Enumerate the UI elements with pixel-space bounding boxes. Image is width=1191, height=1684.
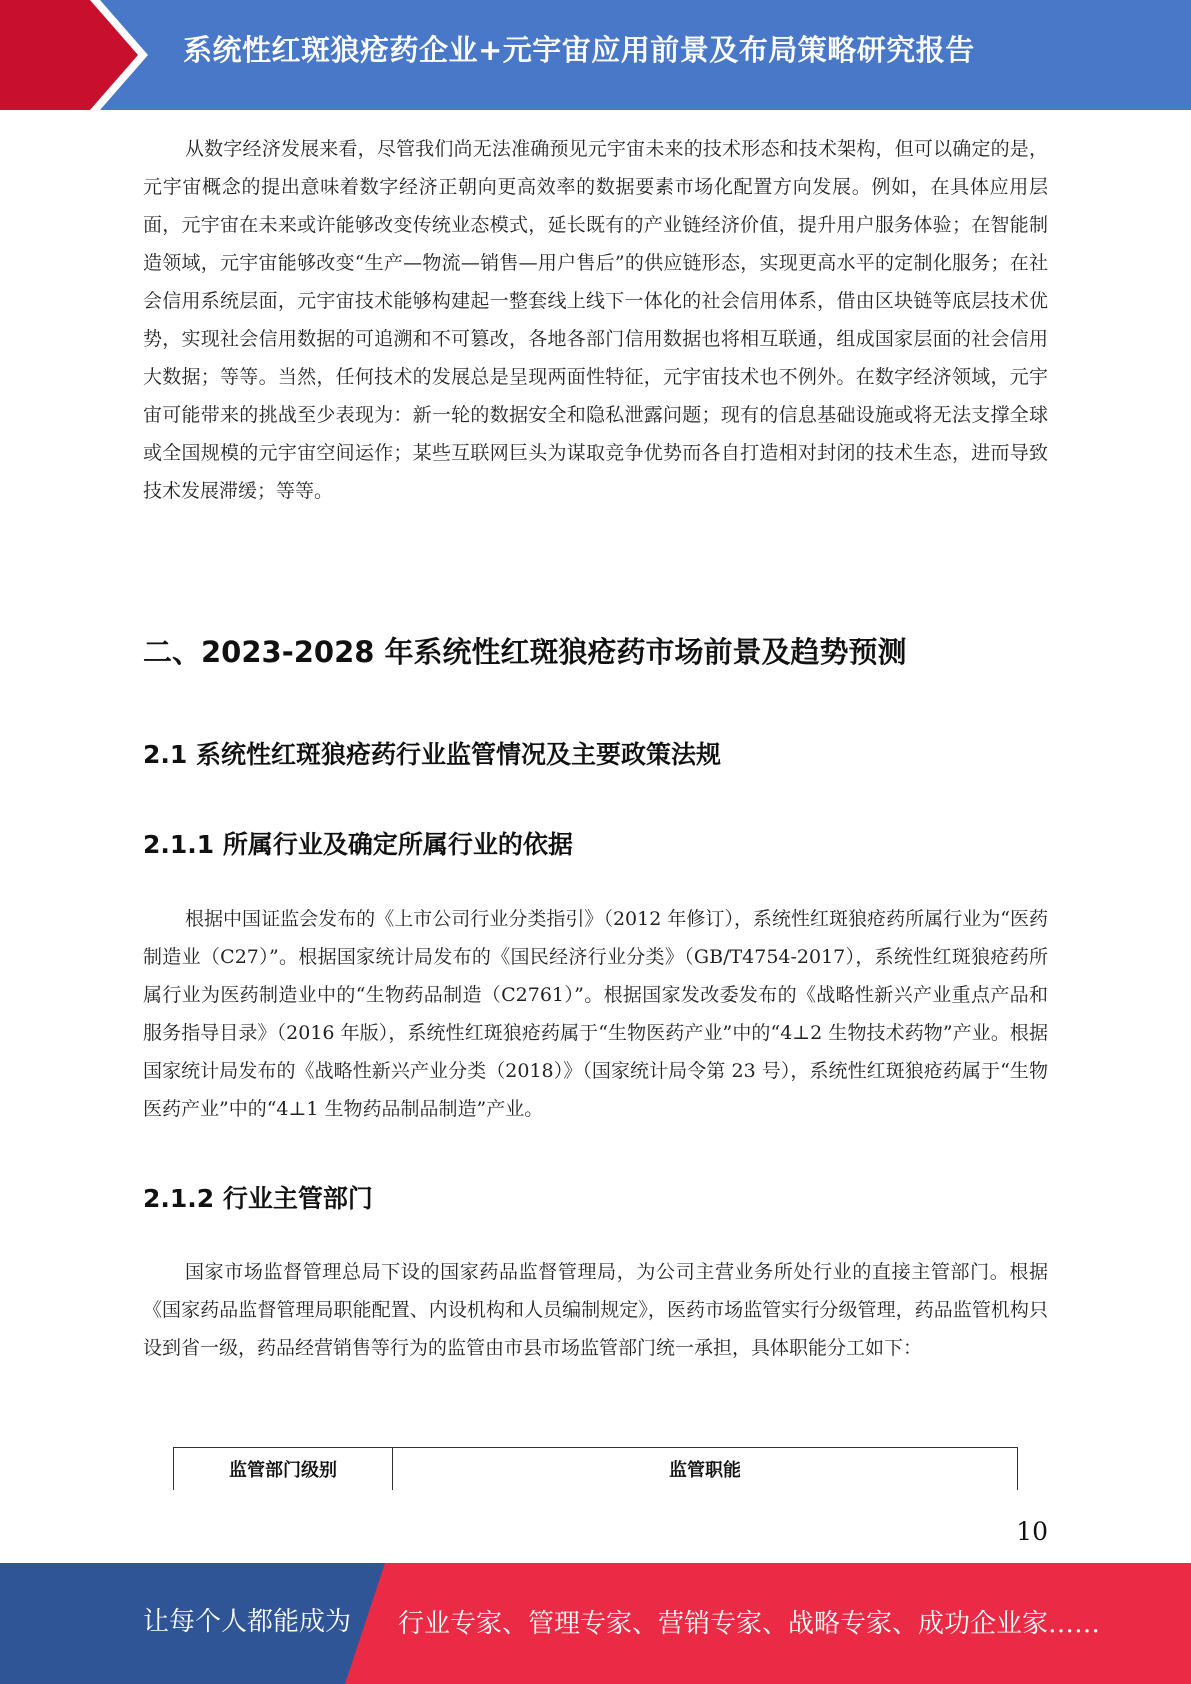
intro-paragraph: 从数字经济发展来看，尽管我们尚无法准确预见元宇宙未来的技术形态和技术架构，但可以确定的是，元宇宙概念的提出意味着数字经济正朝向更高效率的数据要素市场化配置方向发展。例如，在具体应用层面，元宇宙在未来或许能够改变传统业态模式，延长既有的产业链经济价值，提升用户服务体验；在智能制造领域，元宇宙能够改变“生产—物流—销售—用户售后”的供应链形态，实现更高水平的定制化服务；在社会信用系统层面，元宇宙技术能够构建起一整套线上线下一体化的社会信用体系，借由区块链等底层技术优势，实现社会信用数据的可追溯和不可篡改，各地各部门信用数据也将相互联通，组成国家层面的社会信用大数据；等等。当然，任何技术的发展总是呈现两面性特征，元宇宙技术也不例外。在数字经济领域，元宇宙可能带来的挑战至少表现为：新一轮的数据安全和隐私泄露问题；现有的信息基础设施或将无法支撑全球或全国规模的元宇宙空间运作；某些互联网巨头为谋取竞争优势而各自打造相对封闭的技术生态，进而导致技术发展滞缓；等等。 bbox=[143, 138, 1048, 502]
table-header-level: 监管部门级别 bbox=[174, 1448, 393, 1491]
section-2-1-2-paragraph: 国家市场监督管理总局下设的国家药品监督管理局，为公司主营业务所处行业的直接主管部门。根据《国家药品监督管理局职能配置、内设机构和人员编制规定》，医药市场监管实行分级管理，药品监管机构只设到省一级，药品经营销售等行为的监管由市县市场监管部门统一承担，具体职能分工如下： bbox=[143, 1261, 1048, 1359]
footer-slogan-left: 让每个人都能成为 bbox=[143, 1607, 352, 1637]
footer-slogan-right: 行业专家、管理专家、营销专家、战略专家、成功企业家…… bbox=[398, 1609, 1101, 1639]
section-2-1-2-heading: 2.1.2 行业主管部门 bbox=[143, 1184, 373, 1213]
report-title: 系统性红斑狼疮药企业+元宇宙应用前景及布局策略研究报告 bbox=[183, 33, 975, 67]
regulation-table bbox=[173, 1447, 1018, 1490]
table-header-function: 监管职能 bbox=[393, 1448, 1018, 1491]
section-2-1-1-paragraph: 根据中国证监会发布的《上市公司行业分类指引》（2012 年修订），系统性红斑狼疮药所属行业为“医药制造业（C27）”。根据国家统计局发布的《国民经济行业分类》（GB/T4754-2017），系统性红斑狼疮药所属行业为医药制造业中的“生物药品制造（C2761）”。根据国家发改委发布的《战略性新兴产业重点产品和服务指导目录》（2016 年版），系统性红斑狼疮药属于“生物医药产业”中的“4⊥2 生物技术药物”产业。根据国家统计局发布的《战略性新兴产业分类（2018）》（国家统计局令第 23 号），系统性红斑狼疮药属于“生物医药产业”中的“4⊥1 生物药品制品制造”产业。 bbox=[143, 908, 1048, 1120]
section-2-1-2-block bbox=[143, 1253, 1048, 1367]
section-2-1-1-heading: 2.1.1 所属行业及确定所属行业的依据 bbox=[143, 830, 573, 859]
page-header bbox=[0, 0, 1191, 110]
page-number: 10 bbox=[1016, 1517, 1048, 1546]
section-2-1-1-block bbox=[143, 900, 1048, 1128]
intro-block bbox=[143, 130, 1048, 510]
section-2-heading: 二、2023-2028 年系统性红斑狼疮药市场前景及趋势预测 bbox=[143, 635, 907, 669]
page-footer bbox=[0, 1563, 1191, 1684]
section-2-1-heading: 2.1 系统性红斑狼疮药行业监管情况及主要政策法规 bbox=[143, 740, 721, 769]
table-header-row bbox=[174, 1448, 1018, 1491]
